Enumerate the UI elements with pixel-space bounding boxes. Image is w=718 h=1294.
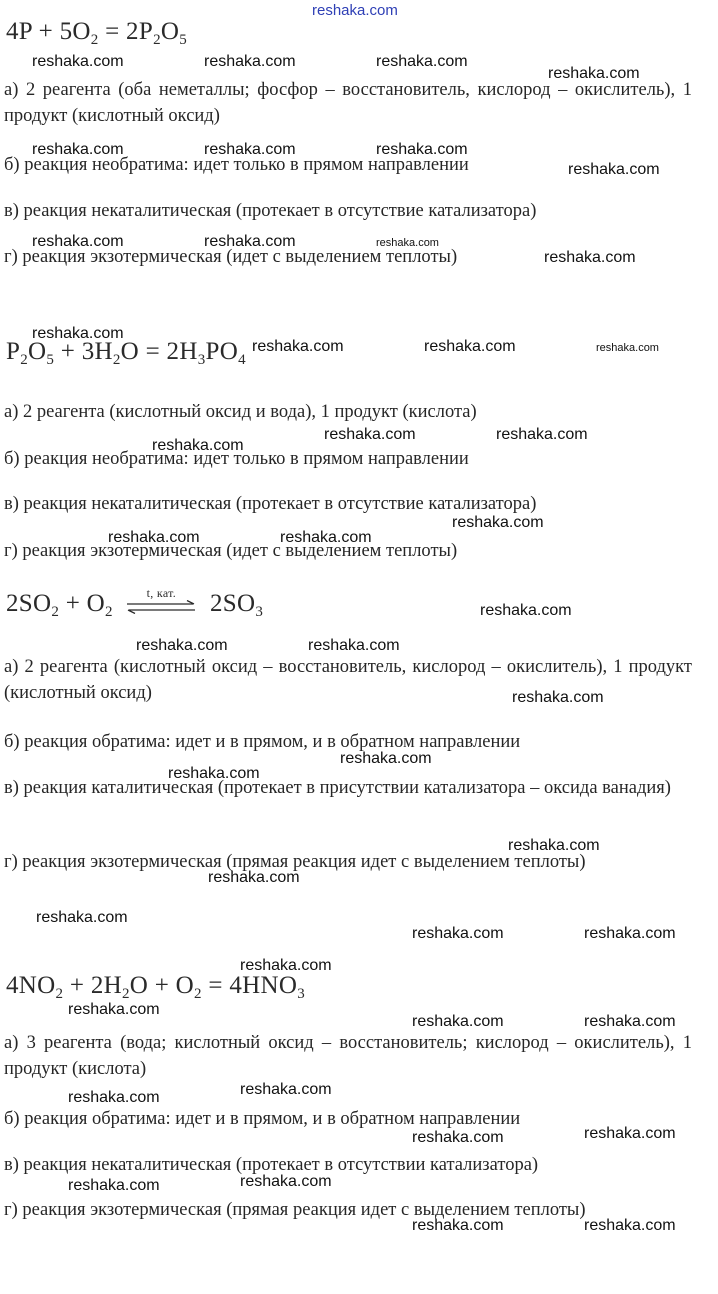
reaction-2-line-a: а) 2 реагента (кислотный оксид и вода), 1 продукт (кислота): [4, 402, 477, 422]
watermark: reshaka.com: [308, 637, 400, 654]
formula-text: 2SO: [209, 590, 256, 617]
watermark: reshaka.com: [376, 237, 439, 249]
watermark: reshaka.com: [32, 325, 124, 342]
equation-3-left: [6, 590, 113, 620]
watermark: reshaka.com: [584, 1217, 676, 1234]
watermark: reshaka.com: [152, 437, 244, 454]
watermark: reshaka.com: [240, 957, 332, 974]
reaction-4-line-b: б) реакция обратима: идет и в прямом, и в обратном направлении: [4, 1109, 521, 1129]
formula-subscript: 2: [194, 986, 202, 1002]
watermark: reshaka.com: [596, 342, 659, 354]
watermark: reshaka.com: [32, 233, 124, 250]
formula-text: P: [6, 338, 21, 365]
formula-subscript: 2: [121, 986, 130, 1002]
formula-subscript: 3: [197, 352, 206, 368]
watermark: reshaka.com: [412, 1129, 504, 1146]
watermark: reshaka.com: [168, 765, 260, 782]
watermark: reshaka.com: [512, 689, 604, 706]
reaction-4-line-c: в) реакция некаталитическая (протекает в отсутствии катализатора): [4, 1155, 539, 1175]
reaction-2-line-c: в) реакция некаталитическая (протекает в отсутствие катализатора): [4, 494, 537, 514]
formula-text: O + O: [129, 972, 195, 999]
formula-subscript: 2: [51, 604, 60, 620]
watermark: reshaka.com: [32, 53, 124, 70]
formula-text: + 2H: [63, 972, 122, 999]
formula-text: + O: [59, 590, 106, 617]
formula-text: 4P + 5O: [6, 18, 91, 45]
watermark: reshaka.com: [376, 141, 468, 158]
watermark: reshaka.com: [508, 837, 600, 854]
reaction-3-line-b: б) реакция обратима: идет и в прямом, и в обратном направлении: [4, 732, 521, 752]
formula-subscript: 5: [46, 352, 55, 368]
watermark: reshaka.com: [376, 53, 468, 70]
reaction-4-line-d: г) реакция экзотермическая (прямая реакция идет с выделением теплоты): [4, 1200, 586, 1220]
watermark: reshaka.com: [108, 529, 200, 546]
formula-text: O: [160, 18, 180, 45]
watermark: reshaka.com: [204, 53, 296, 70]
formula-text: + 3H: [54, 338, 113, 365]
equation-4: [6, 972, 305, 1000]
formula-text: = 2P: [98, 18, 154, 45]
watermark: reshaka.com: [412, 1013, 504, 1030]
formula-text: 4NO: [6, 972, 56, 999]
formula-subscript: 3: [297, 986, 306, 1002]
watermark: reshaka.com: [240, 1173, 332, 1190]
watermark: reshaka.com: [584, 925, 676, 942]
reaction-3-line-d: г) реакция экзотермическая (прямая реакция идет с выделением теплоты): [4, 852, 586, 872]
reaction-1-line-d: г) реакция экзотермическая (идет с выделением теплоты): [4, 247, 458, 267]
watermark: reshaka.com: [324, 426, 416, 443]
watermark: reshaka.com: [584, 1125, 676, 1142]
watermark: reshaka.com: [480, 602, 572, 619]
formula-subscript: 4: [238, 352, 246, 368]
formula-subscript: 2: [20, 352, 29, 368]
watermark: reshaka.com: [452, 514, 544, 531]
formula-subscript: 2: [153, 32, 161, 48]
watermark: reshaka.com: [568, 161, 660, 178]
watermark: reshaka.com: [208, 869, 300, 886]
watermark: reshaka.com: [424, 338, 516, 355]
formula-text: O = 2H: [120, 338, 198, 365]
equation-3-right: [209, 590, 264, 620]
watermark: reshaka.com: [68, 1001, 160, 1018]
watermark: reshaka.com: [252, 338, 344, 355]
formula-text: 2SO: [6, 590, 52, 617]
arrow-conditions: t, кат.: [146, 586, 177, 601]
watermark: reshaka.com: [412, 1217, 504, 1234]
watermark: reshaka.com: [412, 925, 504, 942]
watermark: reshaka.com: [280, 529, 372, 546]
watermark: reshaka.com: [32, 141, 124, 158]
equation-3: [6, 586, 264, 620]
watermark: reshaka.com: [36, 909, 128, 926]
watermark: reshaka.com: [204, 141, 296, 158]
watermark: reshaka.com: [68, 1089, 160, 1106]
watermark: reshaka.com: [340, 750, 432, 767]
reaction-2-line-d: г) реакция экзотермическая (идет с выделением теплоты): [4, 541, 458, 561]
formula-subscript: 2: [90, 32, 99, 48]
reaction-3-line-a: а) 2 реагента (кислотный оксид – восстановитель, кислород – окислитель), 1 продукт (кислотный оксид): [4, 657, 692, 703]
equation-1: [6, 18, 187, 46]
reaction-1-line-b: б) реакция необратима: идет только в прямом направлении: [4, 155, 469, 175]
formula-subscript: 5: [179, 32, 188, 48]
reaction-4-line-a: а) 3 реагента (вода; кислотный оксид – восстановитель; кислород – окислитель), 1 продукт (кислота): [4, 1033, 692, 1079]
reaction-1-line-c: в) реакция некаталитическая (протекает в отсутствие катализатора): [4, 201, 537, 221]
formula-subscript: 2: [112, 352, 121, 368]
formula-subscript: 2: [105, 604, 113, 620]
formula-text: = 4HNO: [201, 972, 298, 999]
formula-text: PO: [205, 338, 239, 365]
watermark: reshaka.com: [544, 249, 636, 266]
site-header-link[interactable]: reshaka.com: [312, 2, 398, 19]
watermark: reshaka.com: [204, 233, 296, 250]
watermark: reshaka.com: [496, 426, 588, 443]
reaction-2-line-b: б) реакция необратима: идет только в прямом направлении: [4, 449, 469, 469]
watermark: reshaka.com: [584, 1013, 676, 1030]
watermark: reshaka.com: [548, 65, 640, 82]
watermark: reshaka.com: [240, 1081, 332, 1098]
formula-subscript: 3: [255, 604, 264, 620]
formula-text: O: [28, 338, 47, 365]
reaction-3-line-c: в) реакция каталитическая (протекает в присутствии катализатора – оксида ванадия): [4, 778, 671, 798]
formula-subscript: 2: [55, 986, 64, 1002]
watermark: reshaka.com: [68, 1177, 160, 1194]
reaction-1-line-a: а) 2 реагента (оба неметаллы; фосфор – восстановитель, кислород – окислитель), 1 продукт (кислотный оксид): [4, 80, 692, 126]
equilibrium-arrow-icon: [125, 586, 197, 618]
watermark: reshaka.com: [136, 637, 228, 654]
